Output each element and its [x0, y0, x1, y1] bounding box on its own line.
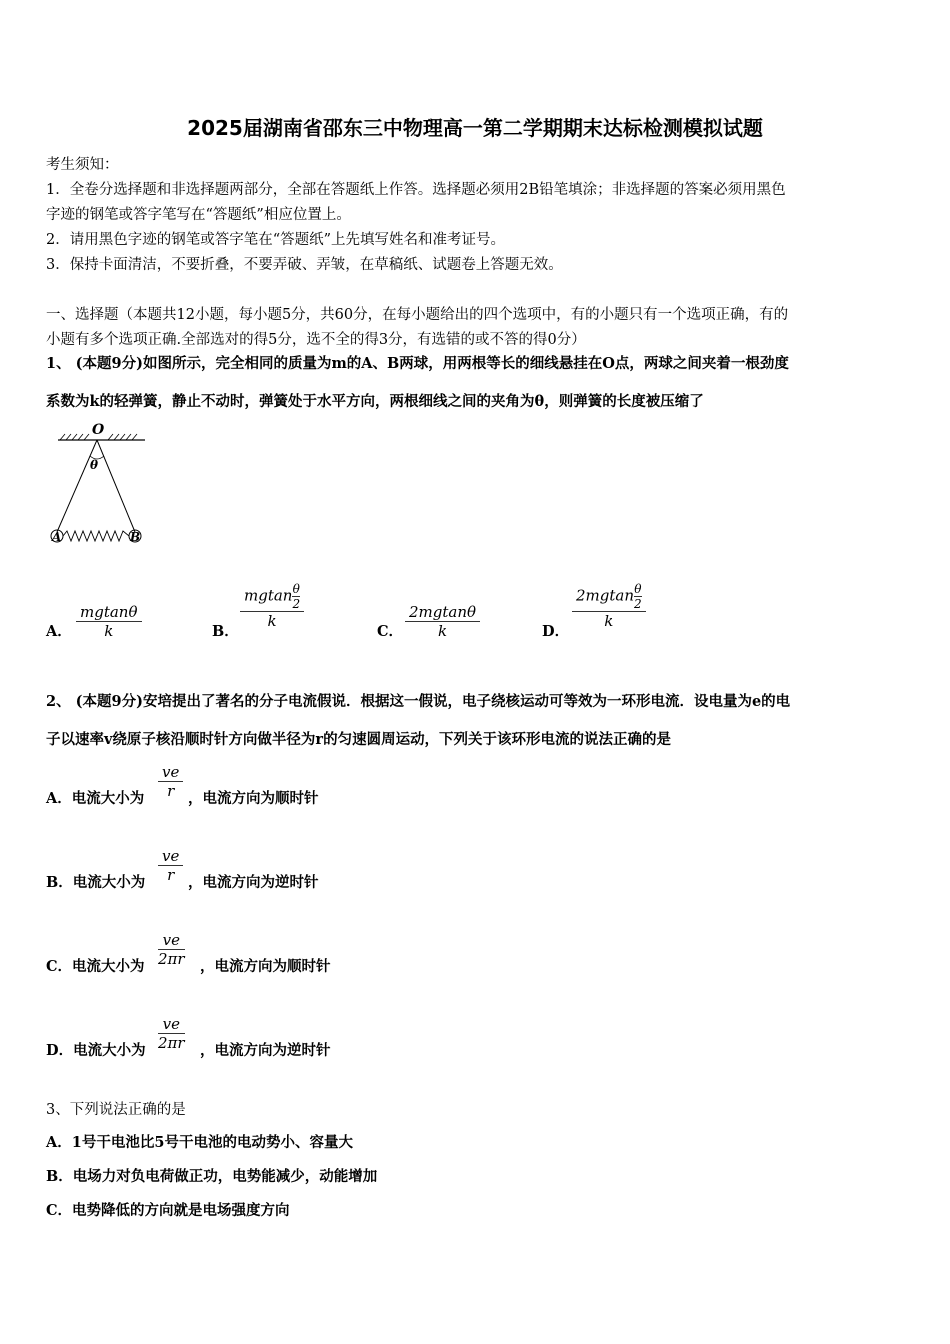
notice-item: 1．全卷分选择题和非选择题两部分，全部在答题纸上作答。选择题必须用2B铅笔填涂；非选择题的答案必须用黑色 [46, 182, 786, 198]
notice-item: 3．保持卡面清洁，不要折叠，不要弄破、弄皱，在草稿纸、试题卷上答题无效。 [46, 257, 563, 273]
q3-option-c[interactable]: C．电势降低的方向就是电场强度方向 [46, 1202, 290, 1219]
q2-option-b-formula: ve r [158, 847, 183, 884]
section-heading: 一、选择题（本题共12小题，每小题5分，共60分，在每小题给出的四个选项中，有的小题只有一个选项正确，有的 [46, 307, 789, 323]
q1-option-b-label[interactable]: B． [212, 623, 239, 640]
figure-label-a: A [52, 530, 62, 544]
q1-option-b-formula: $mgtan\frac{\theta}{2}$ k [240, 582, 304, 630]
q2-option-a[interactable]: A．电流大小为 [46, 790, 145, 807]
question-1-stem-cont: 系数为k的轻弹簧，静止不动时，弹簧处于水平方向，两根细线之间的夹角为θ，则弹簧的长度被压缩了 [46, 393, 704, 410]
q2-option-b-direction: ，电流方向为逆时针 [188, 874, 319, 891]
q2-option-d[interactable]: D．电流大小为 [46, 1042, 146, 1059]
figure-label-theta: θ [90, 458, 99, 472]
section-heading-cont: 小题有多个选项正确.全部选对的得5分，选不全的得3分，有选错的或不答的得0分） [46, 332, 586, 348]
pendulum-spring-figure [50, 418, 150, 548]
q3-option-a[interactable]: A．1号干电池比5号干电池的电动势小、容量大 [46, 1134, 353, 1151]
q2-option-d-formula: ve 2πr [158, 1015, 185, 1052]
q2-option-d-direction: ，电流方向为逆时针 [200, 1042, 331, 1059]
figure-label-b: B [130, 530, 141, 544]
q1-option-a-formula: mgtanθ k [76, 603, 142, 640]
q1-option-d-formula: $2mgtan\frac{\theta}{2}$ k [572, 582, 646, 630]
q1-option-c-label[interactable]: C． [377, 623, 404, 640]
question-3-stem: 3、下列说法正确的是 [46, 1102, 186, 1118]
q2-option-c[interactable]: C．电流大小为 [46, 958, 145, 975]
q1-option-d-label[interactable]: D． [542, 623, 570, 640]
spring [63, 531, 129, 541]
figure-label-o: O [92, 422, 105, 438]
q1-option-a-label[interactable]: A． [46, 623, 72, 640]
q2-option-b[interactable]: B．电流大小为 [46, 874, 146, 891]
question-2-stem-cont: 子以速率v绕原子核沿顺时针方向做半径为r的匀速圆周运动，下列关于该环形电流的说法正确的是 [46, 731, 672, 748]
page-title: 2025届湖南省邵东三中物理高一第二学期期末达标检测模拟试题 [187, 116, 763, 140]
q2-option-a-formula: ve r [158, 763, 183, 800]
question-2-stem: 2、 (本题9分)安培提出了著名的分子电流假说．根据这一假说，电子绕核运动可等效为一环形电流．设电量为e的电 [46, 693, 791, 710]
q3-option-b[interactable]: B．电场力对负电荷做正功，电势能减少，动能增加 [46, 1168, 378, 1185]
notice-item: 2．请用黑色字迹的钢笔或答字笔在“答题纸”上先填写姓名和准考证号。 [46, 232, 506, 248]
question-1-stem: 1、 (本题9分)如图所示，完全相同的质量为m的A、B两球，用两根等长的细线悬挂在O点，两球之间夹着一根劲度 [46, 355, 789, 372]
notice-heading: 考生须知： [46, 157, 119, 173]
q1-option-c-formula: 2mgtanθ k [405, 603, 480, 640]
q2-option-a-direction: ，电流方向为顺时针 [188, 790, 319, 807]
q2-option-c-formula: ve 2πr [158, 931, 185, 968]
notice-item: 字迹的钢笔或答字笔写在“答题纸”相应位置上。 [46, 207, 351, 223]
q2-option-c-direction: ，电流方向为顺时针 [200, 958, 331, 975]
